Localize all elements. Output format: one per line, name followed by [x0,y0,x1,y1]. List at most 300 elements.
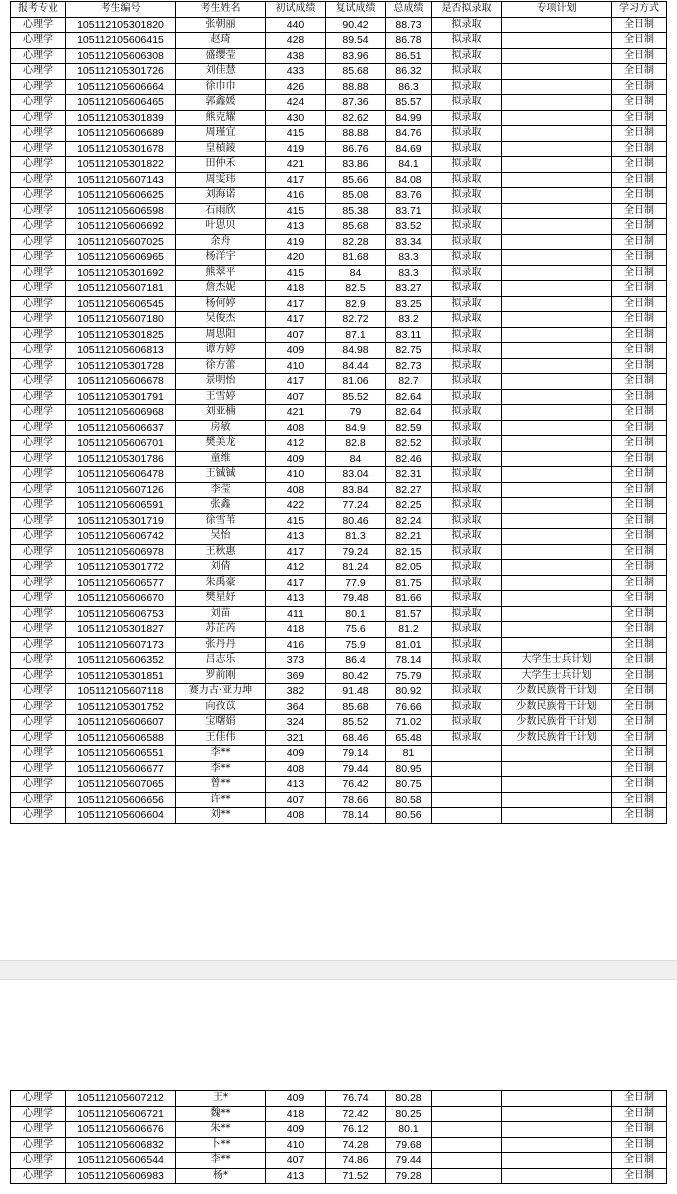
cell-major: 心理学 [11,777,66,793]
cell-admitted: 拟录取 [432,157,502,173]
cell-name: 苏芷芮 [176,622,266,638]
cell-retest-score: 71.52 [326,1168,386,1184]
cell-study-mode: 全日制 [612,265,667,281]
cell-admitted: 拟录取 [432,312,502,328]
cell-major: 心理学 [11,761,66,777]
cell-exam-id: 105112105606753 [66,606,176,622]
cell-special-plan [502,33,612,49]
table-row [11,560,667,576]
cell-admitted: 拟录取 [432,606,502,622]
cell-major: 心理学 [11,110,66,126]
cell-retest-score: 83.84 [326,482,386,498]
cell-name: 熊克耀 [176,110,266,126]
cell-exam-id: 105112105606465 [66,95,176,111]
cell-retest-score: 83.86 [326,157,386,173]
cell-retest-score: 82.72 [326,312,386,328]
cell-prelim-score: 417 [266,374,326,390]
cell-study-mode: 全日制 [612,1106,667,1122]
cell-special-plan: 少数民族骨干计划 [502,730,612,746]
cell-exam-id: 105112105606832 [66,1137,176,1153]
cell-retest-score: 72.42 [326,1106,386,1122]
cell-study-mode: 全日制 [612,358,667,374]
cell-exam-id: 105112105301728 [66,358,176,374]
cell-study-mode: 全日制 [612,374,667,390]
cell-admitted: 拟录取 [432,436,502,452]
cell-total-score: 80.75 [386,777,432,793]
cell-exam-id: 105112105607065 [66,777,176,793]
cell-major: 心理学 [11,374,66,390]
cell-retest-score: 82.62 [326,110,386,126]
cell-study-mode: 全日制 [612,575,667,591]
cell-admitted: 拟录取 [432,529,502,545]
cell-admitted [432,1153,502,1169]
cell-total-score: 83.27 [386,281,432,297]
cell-study-mode: 全日制 [612,296,667,312]
cell-admitted: 拟录取 [432,653,502,669]
cell-special-plan [502,622,612,638]
table-row [11,343,667,359]
cell-exam-id: 105112105606577 [66,575,176,591]
cell-special-plan [502,188,612,204]
cell-admitted: 拟录取 [432,668,502,684]
cell-exam-id: 105112105301772 [66,560,176,576]
cell-admitted: 拟录取 [432,374,502,390]
cell-retest-score: 85.66 [326,172,386,188]
cell-admitted: 拟录取 [432,172,502,188]
cell-study-mode: 全日制 [612,436,667,452]
cell-total-score: 82.59 [386,420,432,436]
cell-special-plan [502,1106,612,1122]
cell-prelim-score: 419 [266,141,326,157]
cell-retest-score: 81.24 [326,560,386,576]
cell-prelim-score: 324 [266,715,326,731]
cell-major: 心理学 [11,17,66,33]
cell-name: 罗前刚 [176,668,266,684]
cell-exam-id: 105112105606689 [66,126,176,142]
cell-exam-id: 105112105606983 [66,1168,176,1184]
table-body-continued [11,1091,667,1184]
cell-name: 杨何婷 [176,296,266,312]
cell-exam-id: 105112105607143 [66,172,176,188]
cell-major: 心理学 [11,281,66,297]
cell-admitted: 拟录取 [432,575,502,591]
cell-total-score: 81.75 [386,575,432,591]
cell-study-mode: 全日制 [612,420,667,436]
table-row [11,513,667,529]
cell-retest-score: 90.42 [326,17,386,33]
cell-prelim-score: 407 [266,327,326,343]
cell-major: 心理学 [11,482,66,498]
cell-major: 心理学 [11,467,66,483]
cell-admitted: 拟录取 [432,327,502,343]
cell-special-plan [502,529,612,545]
table-row [11,606,667,622]
cell-total-score: 81.66 [386,591,432,607]
cell-major: 心理学 [11,591,66,607]
cell-admitted [432,1091,502,1107]
cell-total-score: 71.02 [386,715,432,731]
cell-total-score: 78.14 [386,653,432,669]
cell-prelim-score: 408 [266,761,326,777]
cell-name: 张丹丹 [176,637,266,653]
cell-special-plan [502,637,612,653]
cell-total-score: 82.64 [386,405,432,421]
cell-exam-id: 105112105606721 [66,1106,176,1122]
table-row [11,451,667,467]
table-row [11,684,667,700]
table-row [11,265,667,281]
header-name: 考生姓名 [176,2,266,18]
cell-exam-id: 105112105606701 [66,436,176,452]
cell-study-mode: 全日制 [612,188,667,204]
cell-prelim-score: 413 [266,529,326,545]
cell-major: 心理学 [11,513,66,529]
cell-study-mode: 全日制 [612,157,667,173]
cell-prelim-score: 422 [266,498,326,514]
cell-total-score: 82.52 [386,436,432,452]
cell-admitted [432,746,502,762]
cell-prelim-score: 321 [266,730,326,746]
cell-retest-score: 77.24 [326,498,386,514]
cell-name: 熊翠平 [176,265,266,281]
cell-special-plan: 少数民族骨干计划 [502,715,612,731]
cell-special-plan [502,281,612,297]
cell-prelim-score: 419 [266,234,326,250]
header-retest-score: 复试成绩 [326,2,386,18]
cell-special-plan [502,172,612,188]
table-row [11,405,667,421]
cell-study-mode: 全日制 [612,808,667,824]
cell-exam-id: 105112105606676 [66,1122,176,1138]
table-row [11,172,667,188]
cell-name: 赵琦 [176,33,266,49]
cell-study-mode: 全日制 [612,467,667,483]
cell-total-score: 82.15 [386,544,432,560]
cell-study-mode: 全日制 [612,1091,667,1107]
cell-admitted [432,761,502,777]
cell-total-score: 80.56 [386,808,432,824]
cell-major: 心理学 [11,606,66,622]
cell-special-plan [502,1091,612,1107]
cell-study-mode: 全日制 [612,64,667,80]
cell-retest-score: 82.5 [326,281,386,297]
cell-major: 心理学 [11,126,66,142]
cell-study-mode: 全日制 [612,250,667,266]
cell-exam-id: 105112105607180 [66,312,176,328]
admission-table-continued [10,1090,667,1184]
cell-study-mode: 全日制 [612,637,667,653]
cell-name: 郭鑫媛 [176,95,266,111]
cell-prelim-score: 410 [266,1137,326,1153]
cell-admitted: 拟录取 [432,560,502,576]
cell-study-mode: 全日制 [612,389,667,405]
cell-retest-score: 81.3 [326,529,386,545]
cell-exam-id: 105112105301820 [66,17,176,33]
cell-major: 心理学 [11,405,66,421]
cell-exam-id: 105112105301822 [66,157,176,173]
cell-admitted: 拟录取 [432,250,502,266]
cell-retest-score: 85.38 [326,203,386,219]
cell-total-score: 83.11 [386,327,432,343]
cell-name: 向孜苡 [176,699,266,715]
cell-total-score: 80.28 [386,1091,432,1107]
cell-total-score: 81.2 [386,622,432,638]
table-row [11,358,667,374]
cell-name: 叶思贝 [176,219,266,235]
cell-retest-score: 85.68 [326,219,386,235]
cell-retest-score: 81.68 [326,250,386,266]
cell-exam-id: 105112105301839 [66,110,176,126]
cell-study-mode: 全日制 [612,668,667,684]
cell-name: 谭方婷 [176,343,266,359]
cell-prelim-score: 412 [266,560,326,576]
cell-admitted: 拟录取 [432,467,502,483]
cell-total-score: 84.08 [386,172,432,188]
cell-name: 王铖铖 [176,467,266,483]
cell-study-mode: 全日制 [612,312,667,328]
table-row [11,250,667,266]
cell-name: 赛力古·亚力坤 [176,684,266,700]
cell-admitted: 拟录取 [432,622,502,638]
page-separator [0,960,677,980]
cell-admitted: 拟录取 [432,544,502,560]
cell-study-mode: 全日制 [612,544,667,560]
cell-special-plan [502,1168,612,1184]
cell-name: 王雪婷 [176,389,266,405]
cell-exam-id: 105112105607181 [66,281,176,297]
cell-exam-id: 105112105607118 [66,684,176,700]
cell-retest-score: 91.48 [326,684,386,700]
cell-special-plan [502,1137,612,1153]
header-major: 报考专业 [11,2,66,18]
cell-special-plan: 大学生士兵计划 [502,668,612,684]
cell-total-score: 80.58 [386,792,432,808]
cell-prelim-score: 411 [266,606,326,622]
cell-prelim-score: 369 [266,668,326,684]
cell-name: 魏** [176,1106,266,1122]
cell-total-score: 80.25 [386,1106,432,1122]
table-header-row [11,2,667,18]
cell-exam-id: 105112105607173 [66,637,176,653]
cell-name: 刘亚楠 [176,405,266,421]
table-row [11,699,667,715]
cell-admitted: 拟录取 [432,281,502,297]
cell-admitted: 拟录取 [432,110,502,126]
table-row [11,529,667,545]
cell-special-plan [502,389,612,405]
table-row [11,389,667,405]
table-row [11,95,667,111]
table-row [11,327,667,343]
cell-special-plan: 少数民族骨干计划 [502,684,612,700]
cell-prelim-score: 415 [266,126,326,142]
cell-prelim-score: 413 [266,1168,326,1184]
cell-retest-score: 80.46 [326,513,386,529]
cell-exam-id: 105112105606545 [66,296,176,312]
cell-study-mode: 全日制 [612,498,667,514]
table-row [11,1168,667,1184]
cell-special-plan [502,358,612,374]
cell-major: 心理学 [11,79,66,95]
cell-total-score: 86.32 [386,64,432,80]
cell-retest-score: 85.52 [326,389,386,405]
cell-name: 许** [176,792,266,808]
cell-total-score: 82.7 [386,374,432,390]
cell-study-mode: 全日制 [612,110,667,126]
cell-study-mode: 全日制 [612,203,667,219]
cell-admitted: 拟录取 [432,33,502,49]
cell-major: 心理学 [11,637,66,653]
table-row [11,126,667,142]
cell-prelim-score: 373 [266,653,326,669]
cell-exam-id: 105112105606978 [66,544,176,560]
cell-prelim-score: 421 [266,405,326,421]
table-row [11,1122,667,1138]
cell-special-plan [502,327,612,343]
cell-admitted: 拟录取 [432,482,502,498]
cell-retest-score: 85.52 [326,715,386,731]
cell-admitted: 拟录取 [432,358,502,374]
table-row [11,281,667,297]
cell-retest-score: 74.86 [326,1153,386,1169]
cell-exam-id: 105112105301825 [66,327,176,343]
cell-major: 心理学 [11,265,66,281]
cell-total-score: 86.78 [386,33,432,49]
cell-prelim-score: 426 [266,79,326,95]
cell-study-mode: 全日制 [612,141,667,157]
table-row [11,668,667,684]
cell-major: 心理学 [11,699,66,715]
cell-admitted: 拟录取 [432,48,502,64]
table-row [11,79,667,95]
cell-special-plan [502,777,612,793]
header-special-plan: 专项计划 [502,2,612,18]
header-total-score: 总成绩 [386,2,432,18]
cell-exam-id: 105112105301678 [66,141,176,157]
cell-admitted [432,792,502,808]
cell-total-score: 82.05 [386,560,432,576]
cell-prelim-score: 417 [266,296,326,312]
cell-name: 刘** [176,808,266,824]
table-row [11,746,667,762]
cell-special-plan [502,451,612,467]
cell-total-score: 80.95 [386,761,432,777]
table-row [11,715,667,731]
cell-total-score: 83.52 [386,219,432,235]
cell-prelim-score: 382 [266,684,326,700]
cell-admitted: 拟录取 [432,591,502,607]
cell-exam-id: 105112105606588 [66,730,176,746]
cell-total-score: 82.25 [386,498,432,514]
table-row [11,1137,667,1153]
cell-special-plan [502,591,612,607]
cell-total-score: 84.69 [386,141,432,157]
cell-retest-score: 79 [326,405,386,421]
cell-major: 心理学 [11,389,66,405]
cell-prelim-score: 416 [266,637,326,653]
cell-total-score: 83.71 [386,203,432,219]
cell-retest-score: 79.44 [326,761,386,777]
cell-name: 李** [176,761,266,777]
cell-special-plan [502,420,612,436]
cell-special-plan [502,157,612,173]
cell-prelim-score: 409 [266,1122,326,1138]
table-row [11,498,667,514]
cell-special-plan [502,17,612,33]
cell-prelim-score: 408 [266,808,326,824]
cell-admitted: 拟录取 [432,265,502,281]
cell-retest-score: 75.6 [326,622,386,638]
cell-special-plan [502,606,612,622]
cell-admitted: 拟录取 [432,141,502,157]
cell-major: 心理学 [11,1091,66,1107]
cell-exam-id: 105112105606965 [66,250,176,266]
cell-study-mode: 全日制 [612,1122,667,1138]
table-row [11,219,667,235]
cell-prelim-score: 417 [266,172,326,188]
cell-major: 心理学 [11,64,66,80]
cell-major: 心理学 [11,188,66,204]
cell-total-score: 86.3 [386,79,432,95]
cell-exam-id: 105112105606968 [66,405,176,421]
cell-study-mode: 全日制 [612,699,667,715]
cell-admitted [432,1168,502,1184]
cell-special-plan: 大学生士兵计划 [502,653,612,669]
cell-major: 心理学 [11,1106,66,1122]
cell-special-plan [502,374,612,390]
cell-study-mode: 全日制 [612,95,667,111]
cell-name: 杨洋宇 [176,250,266,266]
cell-name: 李** [176,1153,266,1169]
cell-name: 李莹 [176,482,266,498]
cell-name: 皇楨錂 [176,141,266,157]
table-row [11,374,667,390]
cell-major: 心理学 [11,95,66,111]
table-row [11,575,667,591]
cell-name: 盛缨莹 [176,48,266,64]
table-row [11,467,667,483]
cell-special-plan [502,48,612,64]
table-row [11,591,667,607]
cell-name: 徐方蕾 [176,358,266,374]
cell-study-mode: 全日制 [612,513,667,529]
table-row [11,808,667,824]
cell-retest-score: 82.28 [326,234,386,250]
cell-study-mode: 全日制 [612,172,667,188]
table-row [11,312,667,328]
table-row [11,544,667,560]
cell-special-plan [502,219,612,235]
cell-study-mode: 全日制 [612,684,667,700]
cell-study-mode: 全日制 [612,622,667,638]
cell-major: 心理学 [11,203,66,219]
cell-retest-score: 77.9 [326,575,386,591]
cell-retest-score: 87.1 [326,327,386,343]
cell-major: 心理学 [11,219,66,235]
cell-major: 心理学 [11,715,66,731]
cell-special-plan [502,746,612,762]
cell-total-score: 76.66 [386,699,432,715]
cell-total-score: 83.3 [386,250,432,266]
cell-exam-id: 105112105606591 [66,498,176,514]
cell-prelim-score: 415 [266,203,326,219]
cell-admitted: 拟录取 [432,95,502,111]
cell-exam-id: 105112105606598 [66,203,176,219]
cell-special-plan [502,265,612,281]
cell-study-mode: 全日制 [612,653,667,669]
cell-retest-score: 76.74 [326,1091,386,1107]
cell-study-mode: 全日制 [612,17,667,33]
